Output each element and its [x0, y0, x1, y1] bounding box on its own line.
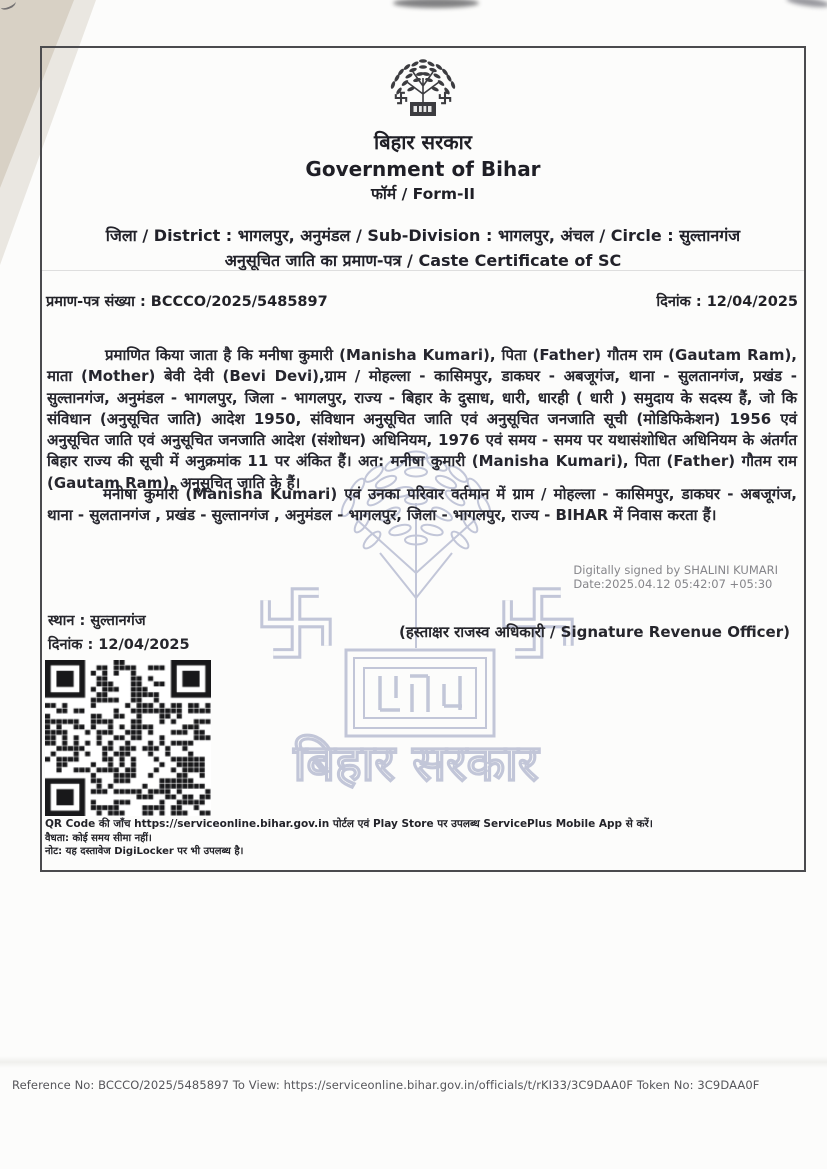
place-line: स्थान : सुल्तानगंज: [48, 613, 146, 629]
watermark-plaque: [346, 650, 494, 736]
certificate-frame: [40, 46, 806, 872]
residence-paragraph: मनीषा कुमारी (Manisha Kumari) एवं उनका परिवार वर्तमान में ग्राम / मोहल्ला - कासिमपुर, डाकघर - अबजूगंज, थाना - सुलतानगंज , प्रखंड - सुल्तानगंज , अनुमंडल - भागलपुर, जिला - भागलपुर, राज्य - BIHAR में निवास करता हैं।: [47, 485, 797, 525]
certificate-meta-row: [46, 291, 798, 311]
scan-fold-shadow: [0, 1056, 827, 1068]
issue-date: दिनांक : 12/04/2025: [656, 294, 798, 310]
reference-line: Reference No: BCCCO/2025/5485897 To View: https://serviceonline.bihar.gov.in/officials/t/rKI33/3C9DAA0F Token No: 3C9DAA0F: [12, 1078, 760, 1092]
scan-smudge-top-right: [786, 0, 827, 9]
form-number: फॉर्म / Form-II: [370, 185, 476, 203]
divider: [42, 270, 804, 271]
certificate-title: अनुसूचित जाति का प्रमाण-पत्र / Caste Certificate of SC: [224, 251, 622, 270]
qr-verification-note: QR Code की जाँच https://serviceonline.bihar.gov.in पोर्टल एवं Play Store पर उपलब्ध ServicePlus Mobile App से करें।: [45, 818, 653, 830]
digital-signature-line2: Date:2025.04.12 05:42:07 +05:30: [573, 577, 773, 591]
certificate-number: प्रमाण-पत्र संख्या : BCCCO/2025/5485897: [46, 294, 328, 310]
district-line: जिला / District : भागलपुर, अनुमंडल / Sub-Division : भागलपुर, अंचल / Circle : सुल्तानगंज: [105, 226, 741, 245]
certificate-body-paragraph: प्रमाणित किया जाता है कि मनीषा कुमारी (Manisha Kumari), पिता (Father) गौतम राम (Gautam Ram), माता (Mother) बेवी देवी (Bevi Devi),ग्राम / मोहल्ला - कासिमपुर, डाकघर - अबजूगंज, थाना - सुलतानगंज, प्रखंड - सुल्तानगंज, अनुमंडल - भागलपुर, जिला - भागलपुर, राज्य - बिहार के दुसाध, धारी, धारही ( धारी ) समुदाय के सदस्य हैं, जो कि संविधान (अनुसूचित जाति) आदेश 1950, संविधान अनुसूचित जाति एवं अनुसूचित जनजाति सूची (मोडिफिकेशन) 1956 एवं अनुसूचित जाति एवं अनुसूचित जनजाति आदेश (संशोधन) अधिनियम, 1976 एवं समय - समय पर यथासंशोधित अधिनियम के अंतर्गत बिहार राज्य की सूची में अनुक्रमांक 11 पर अंकित हैं। अत: मनीषा कुमारी (Manisha Kumari), पिता (Father) गौतम राम (Gautam Ram), अनुसूचित जाति के हैं।: [47, 346, 797, 492]
digital-signature-line1: Digitally signed by SHALINI KUMARI: [573, 563, 778, 577]
bihar-state-emblem-icon: [363, 58, 483, 120]
watermark-text: बिहार सरकार: [293, 734, 539, 790]
footnotes: [45, 818, 796, 859]
emblem-plaque: [410, 102, 436, 116]
org-name-hindi: बिहार सरकार: [374, 130, 472, 154]
signature-date-line: दिनांक : 12/04/2025: [48, 637, 190, 653]
digilocker-note: नोट: यह दस्तावेज DigiLocker पर भी उपलब्ध है।: [45, 846, 244, 857]
qr-code: [45, 660, 211, 816]
document-header: [42, 132, 804, 203]
watermark-swastika-left: [266, 593, 327, 654]
signature-caption: (हस्ताक्षर राजस्व अधिकारी / Signature Revenue Officer): [398, 623, 790, 641]
scan-smudge-top-center: [393, 0, 479, 8]
validity-note: वैधता: कोई समय सीमा नहीं।: [45, 832, 152, 844]
digital-signature-block: [573, 563, 778, 591]
org-name-english: Government of Bihar: [305, 157, 541, 181]
